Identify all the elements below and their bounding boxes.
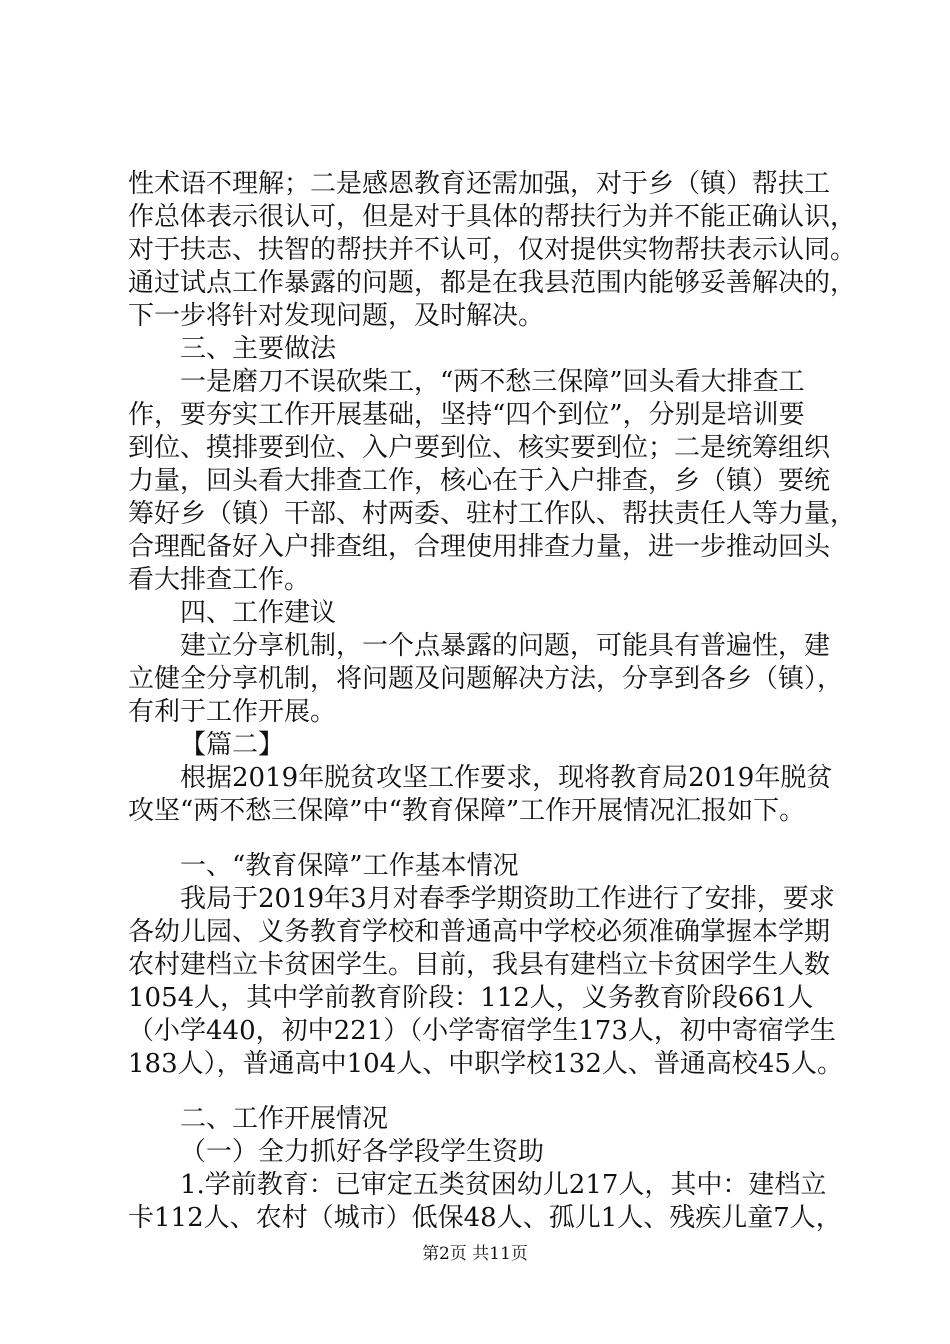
text-line: 1054人，其中学前教育阶段：112人，义务教育阶段661人: [128, 983, 814, 1013]
part-heading: 【篇二】: [180, 730, 285, 760]
paragraph-start: 1.学前教育：已审定五类贫困幼儿217人，其中：建档立: [180, 1170, 827, 1200]
text-line: 通过试点工作暴露的问题，都是在我县范围内能够妥善解决的，: [128, 268, 857, 298]
page-footer: 第2页 共11页: [422, 1244, 528, 1264]
paragraph-gap: [128, 1081, 840, 1103]
text-line: 立健全分享机制，将问题及问题解决方法，分享到各乡（镇），: [128, 664, 844, 694]
text-line: 筹好乡（镇）干部、村两委、驻村工作队、帮扶责任人等力量，: [128, 499, 857, 529]
text-line: 卡112人、农村（城市）低保48人、孤儿1人、残疾儿童7人，: [128, 1203, 842, 1233]
text-line: 各幼儿园、义务教育学校和普通高中学校必须准确掌握本学期: [128, 917, 831, 947]
text-line: 作总体表示很认可，但是对于具体的帮扶行为并不能正确认识，: [128, 202, 857, 232]
paragraph-start: 建立分享机制，一个点暴露的问题，可能具有普遍性，建: [180, 631, 831, 661]
text-line: 下一步将针对发现问题，及时解决。: [128, 301, 545, 331]
text-line: 农村建档立卡贫困学生。目前，我县有建档立卡贫困学生人数: [128, 950, 831, 980]
text-line: 合理配备好入户排查组，合理使用排查力量，进一步推动回头: [128, 532, 831, 562]
paragraph-gap: [128, 828, 840, 850]
text-line: 183人），普通高中104人、中职学校132人、普通高校45人。: [128, 1049, 843, 1079]
section-heading: 三、主要做法: [180, 334, 337, 364]
paragraph-start: 根据2019年脱贫攻坚工作要求，现将教育局2019年脱贫: [180, 763, 833, 793]
paragraph-start: 我局于2019年3月对春季学期资助工作进行了安排，要求: [180, 884, 835, 914]
text-line: 到位、摸排要到位、入户要到位、核实要到位；二是统筹组织: [128, 433, 831, 463]
document-body: [128, 168, 857, 1235]
text-line: 有利于工作开展。: [128, 697, 337, 727]
section-heading: 四、工作建议: [180, 598, 337, 628]
text-line: 看大排查工作。: [128, 565, 311, 595]
text-line: 对于扶志、扶智的帮扶并不认可，仅对提供实物帮扶表示认同。: [128, 235, 857, 265]
text-line: 力量，回头看大排查工作，核心在于入户排查，乡（镇）要统: [128, 466, 831, 496]
text-line: 作，要夯实工作开展基础，坚持“四个到位”，分别是培训要: [128, 400, 805, 430]
section-heading: 一、“教育保障”工作基本情况: [180, 851, 519, 881]
paragraph-start: 一是磨刀不误砍柴工，“两不愁三保障”回头看大排查工: [180, 367, 805, 397]
text-line: 攻坚“两不愁三保障”中“教育保障”工作开展情况汇报如下。: [128, 796, 806, 826]
text-line: （小学440，初中221）（小学寄宿学生173人，初中寄宿学生: [128, 1016, 836, 1046]
section-heading: 二、工作开展情况: [180, 1104, 389, 1134]
subsection-heading: （一）全力抓好各学段学生资助: [180, 1137, 545, 1167]
text-line: 性术语不理解；二是感恩教育还需加强，对于乡（镇）帮扶工: [128, 169, 831, 199]
